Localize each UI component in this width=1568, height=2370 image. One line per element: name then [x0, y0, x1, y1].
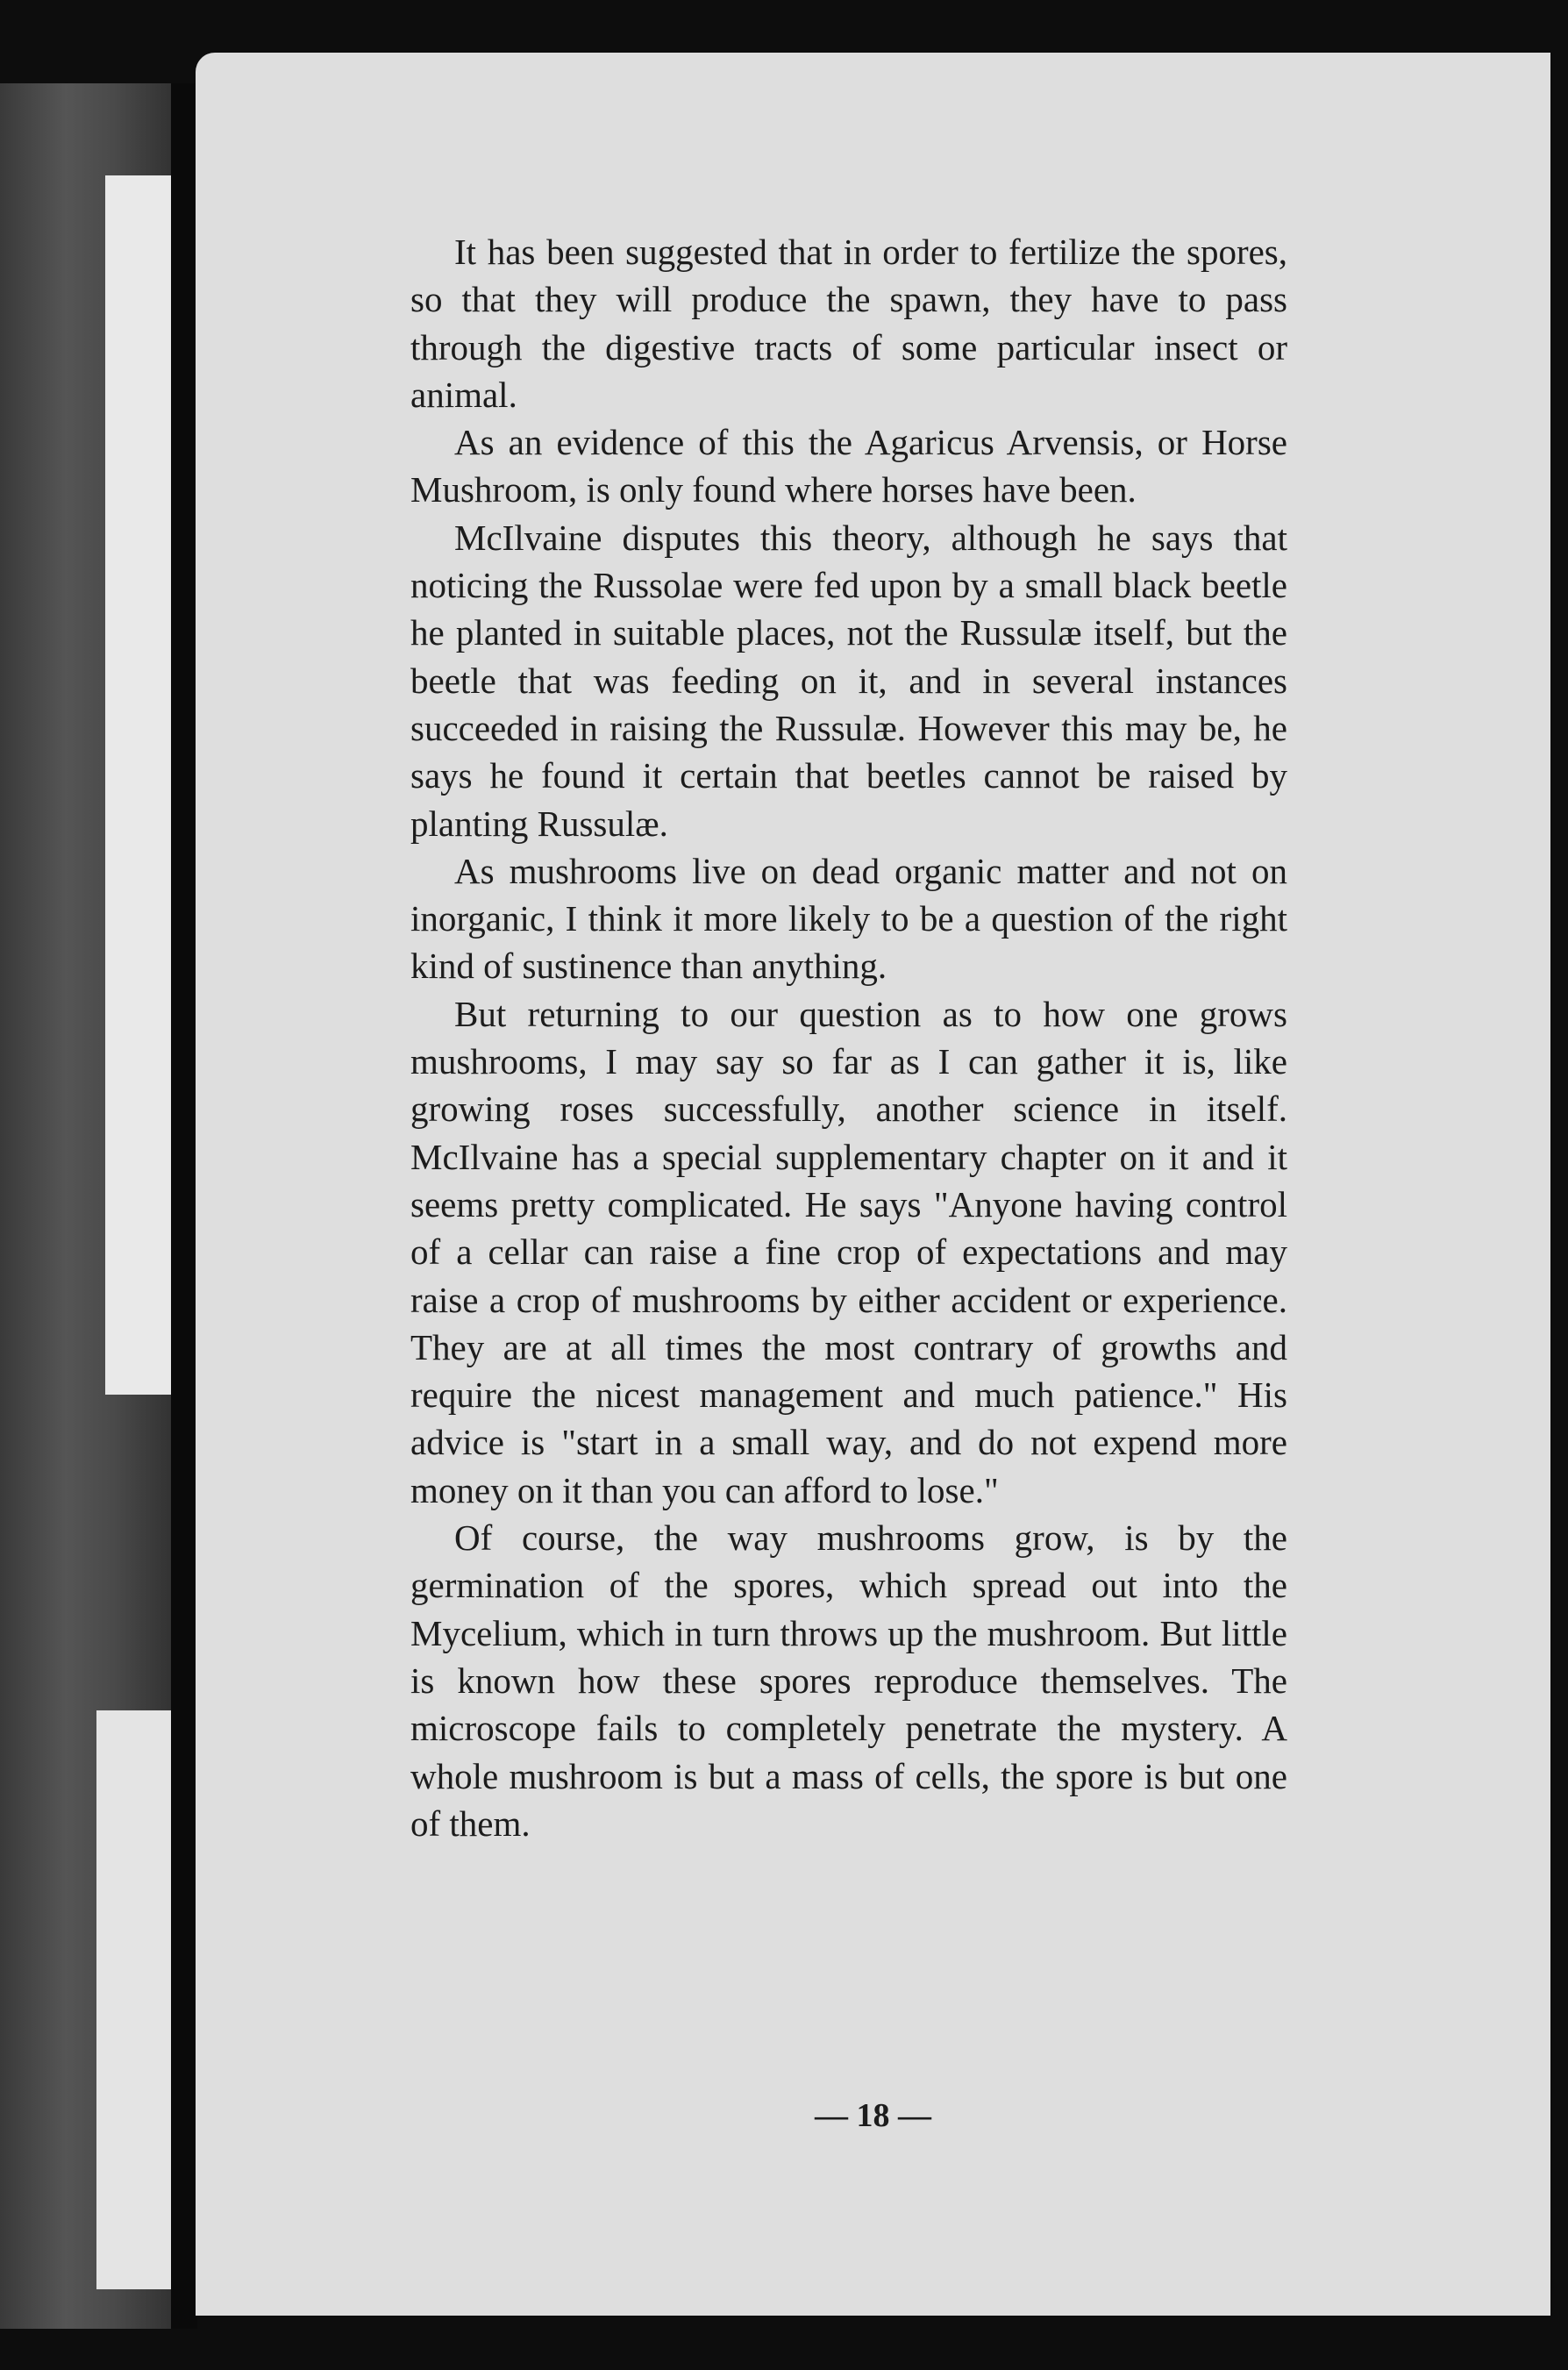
page-text [410, 228, 1287, 1847]
binding-paper-strip-bottom [96, 1710, 175, 2289]
book-page [196, 53, 1550, 2316]
binding-gutter-shadow [171, 83, 197, 2329]
page-number: — 18 — [815, 2097, 931, 2134]
paragraph: As mushrooms live on dead organic matter and not on inorganic, I think it more likely to be a question of the right kind of sustinence than anything. [410, 850, 1287, 987]
binding-paper-strip-top [105, 175, 175, 1395]
paragraph: It has been suggested that in order to fertilize the spores, so that they will produce the spawn, they have to pass through the digestive tracts of some particular insect or animal. [410, 232, 1287, 415]
paragraph: Of course, the way mushrooms grow, is by the germination of the spores, which spread out into the Mycelium, which in turn throws up the mushroom. But little is known how these spores reproduce themselves. The microscope fails to completely penetrate the mystery. A whole mushroom is but a mass of cells, the spore is but one of them. [410, 1517, 1287, 1844]
paragraph: McIlvaine disputes this theory, although he says that noticing the Russolae were fed upon by a small black beetle he planted in suitable places, not the Russulæ itself, but the beetle that was feeding on it, and in several instances succeeded in raising the Russulæ. However this may be, he says he found it certain that beetles cannot be raised by planting Russulæ. [410, 517, 1287, 844]
paragraph: But returning to our question as to how one grows mushrooms, I may say so far as I can gather it is, like growing roses successfully, another science in itself. McIlvaine has a special supplementary chapter on it and it seems pretty complicated. He says "Anyone having control of a cellar can raise a fine crop of expectations and may raise a crop of mushrooms by either accident or experience. They are at all times the most contrary of growths and require the nicest management and much patience." His advice is "start in a small way, and do not expend more money on it than you can afford to lose." [410, 993, 1287, 1510]
paragraph: As an evidence of this the Agaricus Arvensis, or Horse Mushroom, is only found where horses have been. [410, 422, 1287, 510]
